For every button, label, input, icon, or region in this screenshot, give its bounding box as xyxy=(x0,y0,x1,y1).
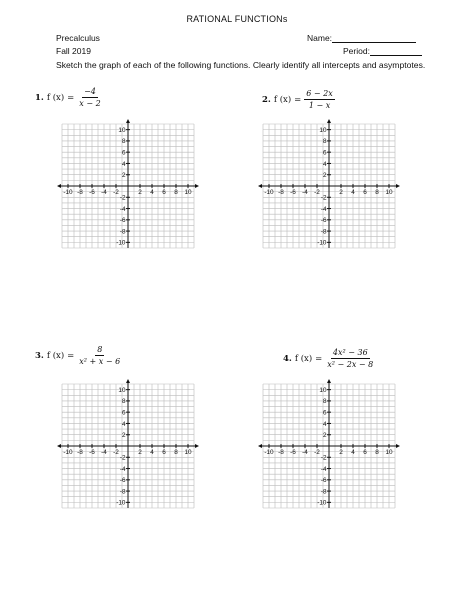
y-tick-label: -4 xyxy=(119,465,126,473)
name-field[interactable] xyxy=(307,33,416,43)
denominator: x − 2 xyxy=(79,99,101,108)
problem-2 xyxy=(262,89,335,110)
y-tick-label: -8 xyxy=(320,228,327,236)
x-axis-arrow-right xyxy=(195,184,199,188)
graph-2[interactable] xyxy=(257,118,401,254)
x-axis-arrow-left xyxy=(258,184,262,188)
coordinate-grid xyxy=(257,118,401,254)
x-tick-label: -4 xyxy=(101,189,107,196)
fraction xyxy=(77,345,122,366)
x-tick-label: 8 xyxy=(174,449,178,456)
graph-1[interactable] xyxy=(56,118,200,254)
y-tick-label: 4 xyxy=(322,420,327,428)
x-tick-label: 2 xyxy=(138,449,142,456)
x-tick-label: -2 xyxy=(314,449,320,456)
y-tick-label: 10 xyxy=(319,126,327,134)
y-tick-label: -8 xyxy=(119,228,126,236)
y-tick-label: -6 xyxy=(320,217,327,225)
y-tick-label: 6 xyxy=(121,149,126,157)
y-tick-label: -4 xyxy=(320,205,327,213)
x-tick-label: 2 xyxy=(339,449,343,456)
x-tick-label: -8 xyxy=(77,449,83,456)
equals-sign: = xyxy=(67,350,75,361)
y-tick-label: 8 xyxy=(322,138,327,146)
y-axis-arrow-up xyxy=(126,379,130,383)
problem-number: 2. xyxy=(262,94,271,105)
period-blank[interactable] xyxy=(370,46,422,56)
y-tick-label: 4 xyxy=(121,160,126,168)
x-tick-label: -8 xyxy=(278,449,284,456)
x-tick-label: -6 xyxy=(89,189,95,196)
x-tick-label: -2 xyxy=(314,189,320,196)
x-tick-label: 8 xyxy=(174,189,178,196)
fraction xyxy=(325,348,375,369)
coordinate-grid xyxy=(56,118,200,254)
function-name: f (x) xyxy=(46,92,65,103)
y-tick-label: -6 xyxy=(119,477,126,485)
name-label: Name: xyxy=(307,33,333,43)
x-tick-label: 2 xyxy=(138,189,142,196)
y-tick-label: 2 xyxy=(322,432,327,440)
x-tick-label: 6 xyxy=(363,449,367,456)
x-tick-label: 8 xyxy=(375,189,379,196)
x-tick-label: 10 xyxy=(385,449,393,456)
numerator: 6 − 2x xyxy=(306,89,333,98)
x-tick-label: -6 xyxy=(290,189,296,196)
x-tick-label: -10 xyxy=(264,189,274,196)
y-tick-label: -8 xyxy=(320,488,327,496)
y-tick-label: -6 xyxy=(320,477,327,485)
x-tick-label: 6 xyxy=(162,449,166,456)
fraction xyxy=(304,89,334,110)
worksheet-title: RATIONAL FUNCTIONs xyxy=(186,14,288,24)
y-tick-label: 4 xyxy=(322,160,327,168)
equals-sign: = xyxy=(67,92,75,103)
y-tick-label: -10 xyxy=(116,239,126,247)
x-tick-label: 10 xyxy=(184,189,192,196)
x-axis-arrow-left xyxy=(258,444,262,448)
x-tick-label: 6 xyxy=(363,189,367,196)
y-axis-arrow-up xyxy=(327,119,331,123)
y-tick-label: 2 xyxy=(322,172,327,180)
y-tick-label: 10 xyxy=(118,126,126,134)
y-tick-label: 10 xyxy=(118,386,126,394)
y-tick-label: 6 xyxy=(322,149,327,157)
coordinate-grid xyxy=(56,378,200,514)
x-tick-label: -2 xyxy=(113,189,119,196)
term: Fall 2019 xyxy=(56,46,91,56)
x-tick-label: -4 xyxy=(302,189,308,196)
denominator: 1 − x xyxy=(308,101,331,110)
problem-number: 1. xyxy=(35,92,44,103)
x-tick-label: 4 xyxy=(150,449,154,456)
x-tick-label: 4 xyxy=(351,449,355,456)
x-tick-label: -10 xyxy=(264,449,274,456)
x-tick-label: -6 xyxy=(290,449,296,456)
x-tick-label: -10 xyxy=(63,189,73,196)
period-field[interactable] xyxy=(343,46,422,56)
denominator: x² − 2x − 8 xyxy=(327,360,374,369)
function-name: f (x) xyxy=(273,94,292,105)
x-tick-label: 2 xyxy=(339,189,343,196)
coordinate-grid xyxy=(257,378,401,514)
y-axis-arrow-up xyxy=(327,379,331,383)
y-tick-label: -8 xyxy=(119,488,126,496)
y-tick-label: -2 xyxy=(119,194,126,202)
instructions: Sketch the graph of each of the following functions. Clearly identify all intercepts and asymptotes. xyxy=(56,60,426,70)
course-name: Precalculus xyxy=(56,33,100,43)
y-tick-label: 6 xyxy=(121,409,126,417)
problem-1 xyxy=(35,87,103,108)
y-tick-label: -2 xyxy=(119,454,126,462)
x-axis-arrow-left xyxy=(57,444,61,448)
numerator: 4x² − 36 xyxy=(332,348,368,357)
graph-4[interactable] xyxy=(257,378,401,514)
x-axis-arrow-right xyxy=(396,444,400,448)
x-tick-label: -2 xyxy=(113,449,119,456)
y-tick-label: 6 xyxy=(322,409,327,417)
y-tick-label: 2 xyxy=(121,432,126,440)
y-tick-label: -4 xyxy=(320,465,327,473)
numerator: −4 xyxy=(84,87,96,96)
x-tick-label: -6 xyxy=(89,449,95,456)
x-tick-label: 6 xyxy=(162,189,166,196)
function-name: f (x) xyxy=(46,350,65,361)
equals-sign: = xyxy=(294,94,302,105)
equals-sign: = xyxy=(315,353,323,364)
y-tick-label: 4 xyxy=(121,420,126,428)
y-tick-label: -4 xyxy=(119,205,126,213)
name-blank[interactable] xyxy=(332,33,416,43)
x-tick-label: -10 xyxy=(63,449,73,456)
y-tick-label: -6 xyxy=(119,217,126,225)
problem-number: 4. xyxy=(283,353,292,364)
fraction xyxy=(77,87,102,108)
x-tick-label: 10 xyxy=(184,449,192,456)
denominator: x² + x − 6 xyxy=(79,357,121,366)
y-tick-label: -10 xyxy=(317,239,327,247)
function-name: f (x) xyxy=(294,353,313,364)
y-tick-label: -2 xyxy=(320,194,327,202)
x-axis-arrow-left xyxy=(57,184,61,188)
y-tick-label: 10 xyxy=(319,386,327,394)
y-tick-label: 2 xyxy=(121,172,126,180)
x-tick-label: -4 xyxy=(101,449,107,456)
problem-number: 3. xyxy=(35,350,44,361)
y-tick-label: 8 xyxy=(322,398,327,406)
y-tick-label: -10 xyxy=(116,499,126,507)
x-tick-label: 10 xyxy=(385,189,393,196)
y-tick-label: 8 xyxy=(121,398,126,406)
x-tick-label: -8 xyxy=(278,189,284,196)
x-axis-arrow-right xyxy=(396,184,400,188)
period-label: Period: xyxy=(343,46,370,56)
y-tick-label: -10 xyxy=(317,499,327,507)
graph-3[interactable] xyxy=(56,378,200,514)
x-tick-label: -4 xyxy=(302,449,308,456)
numerator: 8 xyxy=(97,345,103,354)
y-axis-arrow-up xyxy=(126,119,130,123)
x-tick-label: 4 xyxy=(351,189,355,196)
problem-3 xyxy=(35,345,122,366)
problem-4 xyxy=(283,348,375,369)
x-tick-label: 8 xyxy=(375,449,379,456)
x-axis-arrow-right xyxy=(195,444,199,448)
x-tick-label: 4 xyxy=(150,189,154,196)
y-tick-label: 8 xyxy=(121,138,126,146)
y-tick-label: -2 xyxy=(320,454,327,462)
x-tick-label: -8 xyxy=(77,189,83,196)
